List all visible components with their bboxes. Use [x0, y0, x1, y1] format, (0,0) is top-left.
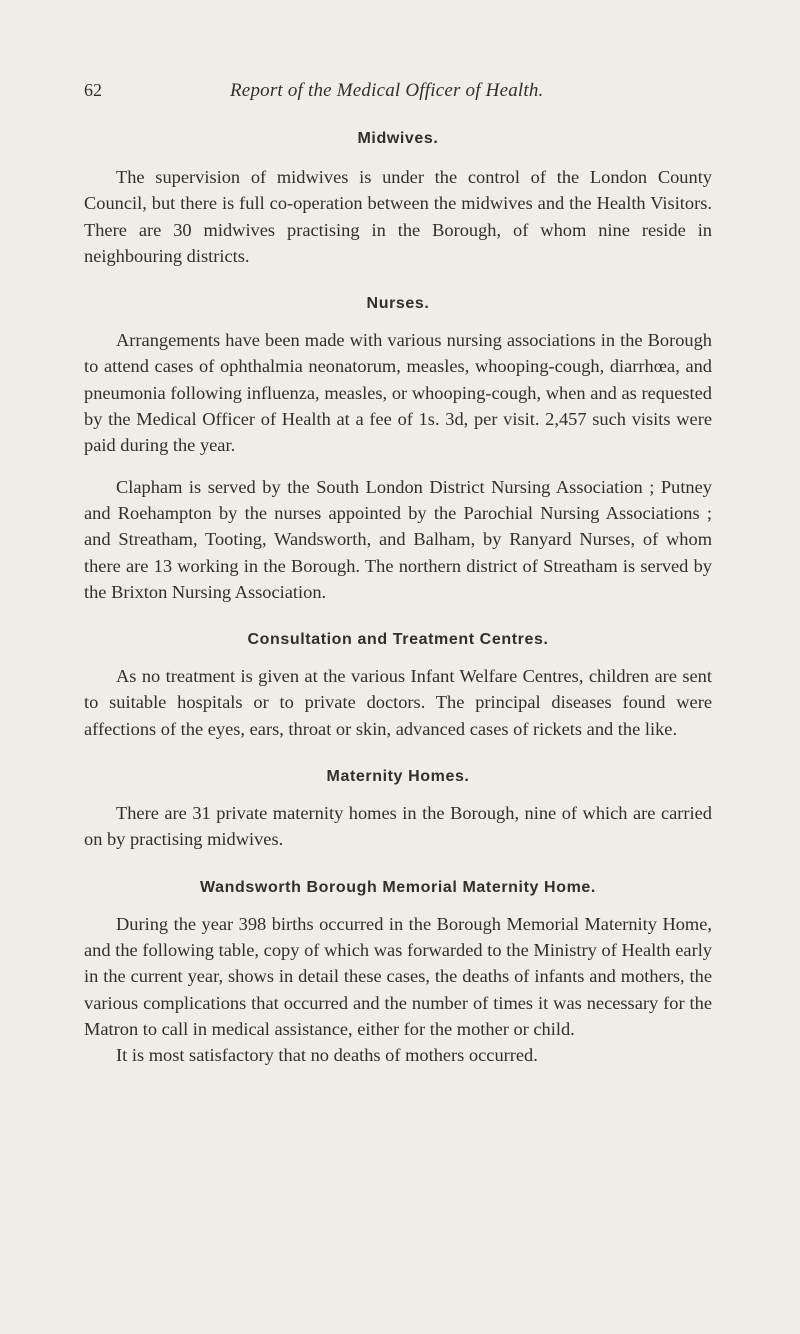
page-header [84, 80, 724, 108]
heading-memorial-maternity-home: Wandsworth Borough Memorial Maternity Home. [200, 878, 596, 896]
paragraph-memorial-home-births: During the year 398 births occurred in the Borough Memorial Maternity Home, and the following table, copy of which was forwarded to the Ministry of Health early in the current year, shows in detail these cases, the deaths of infants and mothers, the various complications that occurred and the number of times it was necessary for the Matron to call in medical assistance, either for the mother or child. [84, 913, 712, 1039]
heading-maternity-homes: Maternity Homes. [326, 768, 470, 786]
paragraph-nurses-arrangements: Arrangements have been made with various nursing associations in the Borough to attend cases of ophthalmia neonatorum, measles, whooping-cough, diarrhœa, and pneumonia following influenza, measles, or whooping-cough, when and as requested by the Medical Officer of Health at a fee of 1s. 3d, per visit. 2,457 such visits were paid during the year. [84, 330, 712, 456]
heading-midwives: Midwives. [357, 130, 439, 147]
paragraph-maternity-homes: There are 31 private maternity homes in the Borough, nine of which are carried on by practising midwives. [84, 803, 712, 850]
paragraph-consultation-centres: As no treatment is given at the various Infant Welfare Centres, children are sent to suitable hospitals or to private doctors. The principal diseases found were affections of the eyes, ears, throat or skin, advanced cases of rickets and the like. [84, 666, 712, 739]
paragraph-midwives: The supervision of midwives is under the control of the London County Council, but there is full co-operation between the midwives and the Health Visitors. There are 30 midwives practising in the Borough, of whom nine reside in neighbouring districts. [84, 167, 712, 266]
paragraph-nurses-districts: Clapham is served by the South London District Nursing Association ; Putney and Roehampton by the nurses appointed by the Parochial Nursing Associations ; and Streatham, Tooting, Wandsworth, and Balham, by Ranyard Nurses, of whom there are 13 working in the Borough. The northern district of Streatham is served by the Brixton Nursing Association. [84, 476, 712, 602]
heading-consultation-centres: Consultation and Treatment Centres. [247, 631, 549, 649]
paragraph-memorial-home-no-deaths: It is most satisfactory that no deaths of mothers occurred. [116, 1045, 538, 1066]
page-body [84, 130, 712, 1068]
page-number: 62 [84, 80, 102, 100]
heading-nurses: Nurses. [366, 295, 430, 313]
running-title: Report of the Medical Officer of Health. [230, 80, 544, 101]
